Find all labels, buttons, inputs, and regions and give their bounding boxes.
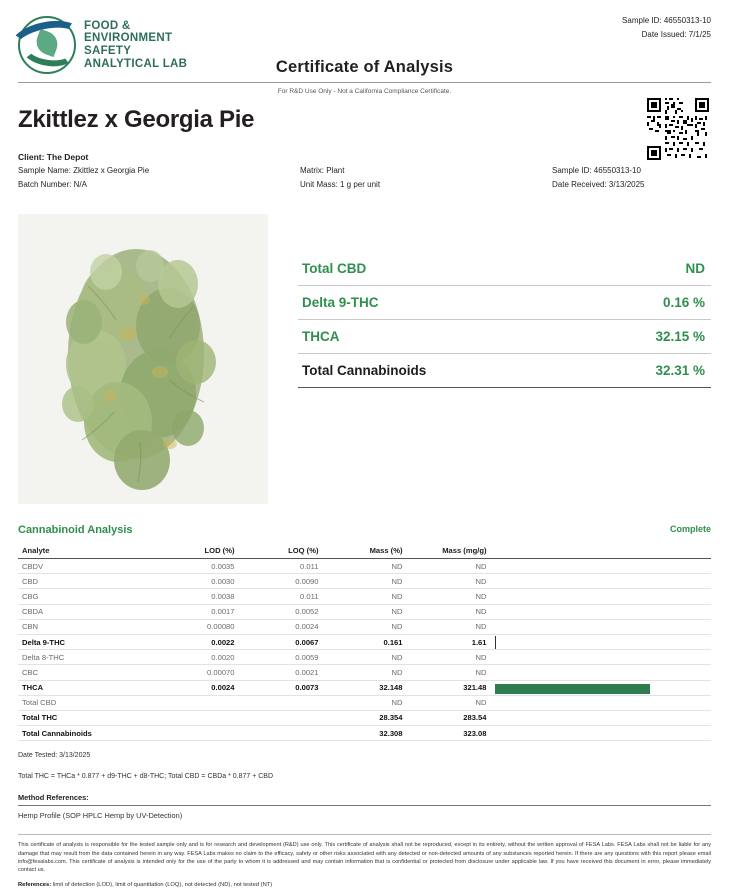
cell-mass-pct: ND bbox=[323, 604, 407, 619]
col-bar bbox=[491, 546, 712, 559]
table-row bbox=[18, 665, 711, 680]
potency-summary bbox=[298, 252, 711, 388]
meta-matrix: Matrix: Plant bbox=[300, 166, 345, 175]
cell-analyte: Total Cannabinoids bbox=[18, 726, 155, 741]
col-lod: LOD (%) bbox=[155, 546, 239, 559]
client-name: Client: The Depot bbox=[18, 152, 89, 162]
section-title: Cannabinoid Analysis bbox=[18, 524, 133, 536]
meta-date-received: Date Received: 3/13/2025 bbox=[552, 180, 645, 189]
page-header bbox=[0, 0, 729, 95]
lab-name-line-2: ENVIRONMENT bbox=[84, 32, 173, 45]
table-row bbox=[18, 650, 711, 665]
cell-lod: 0.0017 bbox=[155, 604, 239, 619]
cell-analyte: Total THC bbox=[18, 710, 155, 725]
cell-bar bbox=[491, 650, 712, 665]
cell-mass-mgg: 1.61 bbox=[407, 634, 491, 649]
col-analyte: Analyte bbox=[18, 546, 155, 559]
cell-mass-mgg: ND bbox=[407, 604, 491, 619]
meta-sample-name: Sample Name: Zkittlez x Georgia Pie bbox=[18, 166, 150, 175]
table-header-row bbox=[18, 546, 711, 559]
meta-col-ids bbox=[552, 164, 645, 192]
cell-mass-mgg: ND bbox=[407, 665, 491, 680]
col-mass-pct: Mass (%) bbox=[323, 546, 407, 559]
cell-mass-mgg: ND bbox=[407, 559, 491, 574]
references-line bbox=[18, 882, 711, 888]
cell-loq: 0.011 bbox=[239, 589, 323, 604]
col-mass-mgg: Mass (mg/g) bbox=[407, 546, 491, 559]
table-row bbox=[18, 710, 711, 725]
cell-loq: 0.0073 bbox=[239, 680, 323, 695]
potency-row bbox=[298, 354, 711, 388]
cell-bar bbox=[491, 559, 712, 574]
cell-lod bbox=[155, 726, 239, 741]
cell-bar bbox=[491, 726, 712, 741]
cell-mass-pct: ND bbox=[323, 665, 407, 680]
meta-col-client bbox=[18, 150, 149, 192]
cell-bar bbox=[491, 604, 712, 619]
potency-row bbox=[298, 320, 711, 354]
potency-value: 32.31 % bbox=[655, 363, 705, 378]
date-tested: Date Tested: 3/13/2025 bbox=[18, 752, 91, 760]
table-row bbox=[18, 559, 711, 574]
cell-analyte: CBN bbox=[18, 619, 155, 634]
table-row bbox=[18, 680, 711, 695]
references-text: limit of detection (LOD), limit of quantitation (LOQ), not detected (ND), not tested (NT) bbox=[52, 881, 273, 888]
cell-analyte: CBD bbox=[18, 574, 155, 589]
cell-lod: 0.0022 bbox=[155, 634, 239, 649]
cell-analyte: CBC bbox=[18, 665, 155, 680]
status-badge: Complete bbox=[669, 524, 711, 534]
lab-name-line-4: ANALYTICAL LAB bbox=[84, 57, 188, 70]
lab-name-line-1: FOOD & bbox=[84, 19, 131, 32]
potency-label: Delta 9-THC bbox=[302, 295, 379, 310]
cell-lod: 0.00070 bbox=[155, 665, 239, 680]
cell-mass-pct: 0.161 bbox=[323, 634, 407, 649]
disclaimer-text: This certificate of analysis is responsible for the tested sample only and is for research and development (R&D) use only. This certificate of analysis shall not be reproduced, except in its entirety, without the written approval of FESA Labs. FESA Labs shall not be liable for any damage that may result from the data contained herein in any way. FESA Labs makes no claim to the efficacy, safety or other risks associated with any detected or non-detected amounts of any substances reported herein. If there are any questions with this report please email info@fesalabs.com. This certificate of analysis is intended only for the use of the party to whom it is addressed and may contain information that is confidential or protected from disclosure under applicable law. If you have received this document in error, please immediately contact us. bbox=[18, 834, 711, 875]
cell-lod: 0.0038 bbox=[155, 589, 239, 604]
cell-analyte: CBDV bbox=[18, 559, 155, 574]
header-sample-id: Sample ID: 46550313-10 bbox=[622, 16, 711, 25]
cell-analyte: THCA bbox=[18, 680, 155, 695]
cell-mass-mgg: ND bbox=[407, 695, 491, 710]
hero-section bbox=[18, 214, 711, 510]
table-row bbox=[18, 589, 711, 604]
analysis-notes bbox=[18, 749, 711, 783]
cell-mass-pct: ND bbox=[323, 619, 407, 634]
table-row bbox=[18, 726, 711, 741]
table-row bbox=[18, 634, 711, 649]
potency-row bbox=[298, 286, 711, 320]
sample-title: Zkittlez x Georgia Pie bbox=[18, 106, 255, 133]
cell-mass-pct: 32.148 bbox=[323, 680, 407, 695]
cell-lod: 0.0020 bbox=[155, 650, 239, 665]
lab-name-line-3: SAFETY bbox=[84, 45, 132, 57]
cell-bar bbox=[491, 695, 712, 710]
cell-bar bbox=[491, 680, 712, 695]
cell-mass-pct: ND bbox=[323, 574, 407, 589]
table-row bbox=[18, 695, 711, 710]
cell-mass-mgg: 323.08 bbox=[407, 726, 491, 741]
cell-bar bbox=[491, 589, 712, 604]
meta-sample-id: Sample ID: 46550313-10 bbox=[552, 166, 641, 175]
cell-mass-pct: ND bbox=[323, 650, 407, 665]
header-date-issued: Date Issued: 7/1/25 bbox=[641, 30, 711, 39]
cell-loq: 0.0024 bbox=[239, 619, 323, 634]
cannabinoid-analysis-section bbox=[18, 524, 711, 741]
table-row bbox=[18, 619, 711, 634]
cell-mass-mgg: ND bbox=[407, 589, 491, 604]
cell-mass-mgg: 283.54 bbox=[407, 710, 491, 725]
method-references-line: Hemp Profile (SOP HPLC Hemp by UV-Detection) bbox=[18, 811, 183, 821]
col-loq: LOQ (%) bbox=[239, 546, 323, 559]
cell-bar bbox=[491, 619, 712, 634]
header-meta bbox=[622, 14, 711, 42]
cell-bar bbox=[491, 710, 712, 725]
cell-mass-pct: 28.354 bbox=[323, 710, 407, 725]
cell-bar bbox=[491, 634, 712, 649]
page-title: Certificate of Analysis bbox=[275, 58, 454, 76]
cell-analyte: Total CBD bbox=[18, 695, 155, 710]
sample-meta bbox=[18, 150, 711, 204]
method-references-title: Method References: bbox=[18, 793, 711, 806]
potency-label: THCA bbox=[302, 329, 340, 344]
cell-loq: 0.0052 bbox=[239, 604, 323, 619]
cell-loq: 0.0067 bbox=[239, 634, 323, 649]
potency-label: Total Cannabinoids bbox=[302, 363, 427, 378]
meta-unit-mass: Unit Mass: 1 g per unit bbox=[300, 180, 381, 189]
cell-mass-pct: ND bbox=[323, 559, 407, 574]
method-references bbox=[18, 793, 711, 820]
potency-value: ND bbox=[685, 261, 705, 276]
cell-lod: 0.0024 bbox=[155, 680, 239, 695]
cell-analyte: CBG bbox=[18, 589, 155, 604]
cell-analyte: Delta 9-THC bbox=[18, 634, 155, 649]
cell-lod: 0.0035 bbox=[155, 559, 239, 574]
header-divider bbox=[18, 82, 711, 83]
cell-lod: 0.00080 bbox=[155, 619, 239, 634]
cell-loq: 0.0021 bbox=[239, 665, 323, 680]
references-label: References: bbox=[18, 881, 52, 888]
cell-loq bbox=[239, 726, 323, 741]
cannabis-flower-photo bbox=[18, 214, 268, 504]
table-row bbox=[18, 574, 711, 589]
cell-loq bbox=[239, 710, 323, 725]
cell-bar bbox=[491, 574, 712, 589]
cell-loq: 0.0059 bbox=[239, 650, 323, 665]
cell-loq: 0.011 bbox=[239, 559, 323, 574]
cell-lod: 0.0030 bbox=[155, 574, 239, 589]
cell-loq: 0.0090 bbox=[239, 574, 323, 589]
cannabinoid-table bbox=[18, 546, 711, 741]
cell-bar bbox=[491, 665, 712, 680]
total-formula: Total THC = THCa * 0.877 + d9-THC + d8-THC; Total CBD = CBDa * 0.877 + CBD bbox=[18, 773, 274, 781]
potency-value: 0.16 % bbox=[662, 295, 705, 310]
meta-batch-number: Batch Number: N/A bbox=[18, 180, 87, 189]
cell-mass-pct: ND bbox=[323, 589, 407, 604]
cell-mass-mgg: ND bbox=[407, 619, 491, 634]
cell-mass-mgg: ND bbox=[407, 650, 491, 665]
cell-loq bbox=[239, 695, 323, 710]
cell-mass-mgg: 321.48 bbox=[407, 680, 491, 695]
potency-value: 32.15 % bbox=[655, 329, 705, 344]
cell-lod bbox=[155, 710, 239, 725]
meta-col-matrix bbox=[300, 164, 380, 192]
potency-row bbox=[298, 252, 711, 286]
cell-analyte: CBDA bbox=[18, 604, 155, 619]
table-row bbox=[18, 604, 711, 619]
cell-analyte: Delta 8-THC bbox=[18, 650, 155, 665]
cell-mass-mgg: ND bbox=[407, 574, 491, 589]
potency-label: Total CBD bbox=[302, 261, 367, 276]
page-subtitle: For R&D Use Only - Not a California Compliance Certificate. bbox=[277, 88, 452, 95]
cell-mass-pct: ND bbox=[323, 695, 407, 710]
cell-lod bbox=[155, 695, 239, 710]
cell-mass-pct: 32.308 bbox=[323, 726, 407, 741]
